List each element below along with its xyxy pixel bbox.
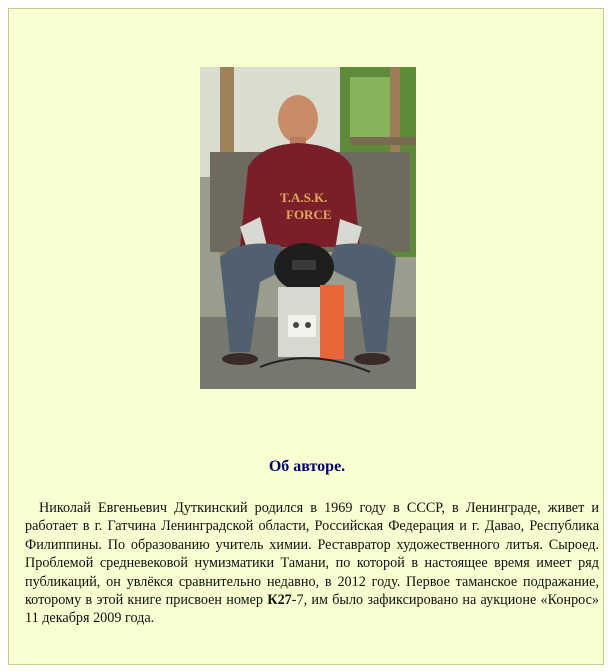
photo-welder-knob-1 (293, 322, 299, 328)
bio-text-part1: Николай Евгеньевич Дуткинский родился в 1969 году в СССР, в Ленинграде, живет и работает в г. Гатчина Ленинградской области, Российская Федерация и г. Давао, Республика Филиппины. По образованию учитель химии. Реставратор художественного литья. Сыроед. Проблемой средневековой нумизматики Тамани, по которой в настоящее время имеет ряд публикаций, он увлёкся сравнительно недавно, в 2012 году. Первое таманское подражание, которому в этой книге присвоен номер (25, 500, 599, 609)
photo-foot-left (222, 353, 258, 365)
photo-foot-right (354, 353, 390, 365)
author-photo (200, 67, 416, 389)
author-bio (25, 499, 599, 628)
author-photo-illustration (200, 67, 416, 389)
bio-text-part2: -7, им было зафиксировано на аукционе «Конрос» 11 декабря 2009 года. (25, 592, 599, 627)
photo-rail (350, 137, 416, 145)
about-author-heading: Об авторе. (268, 458, 346, 475)
page-container (8, 8, 604, 665)
photo-welder-side (320, 285, 344, 359)
photo-welder-panel (288, 315, 316, 337)
photo-welder-knob-2 (305, 322, 311, 328)
catalog-number: К27 (267, 592, 292, 609)
photo-foliage-light (350, 77, 390, 137)
photo-head (278, 95, 318, 143)
shirt-text-line2: FORCE (286, 207, 332, 222)
shirt-text-line1: T.A.S.K. (280, 190, 328, 205)
photo-helmet-visor (292, 260, 316, 270)
